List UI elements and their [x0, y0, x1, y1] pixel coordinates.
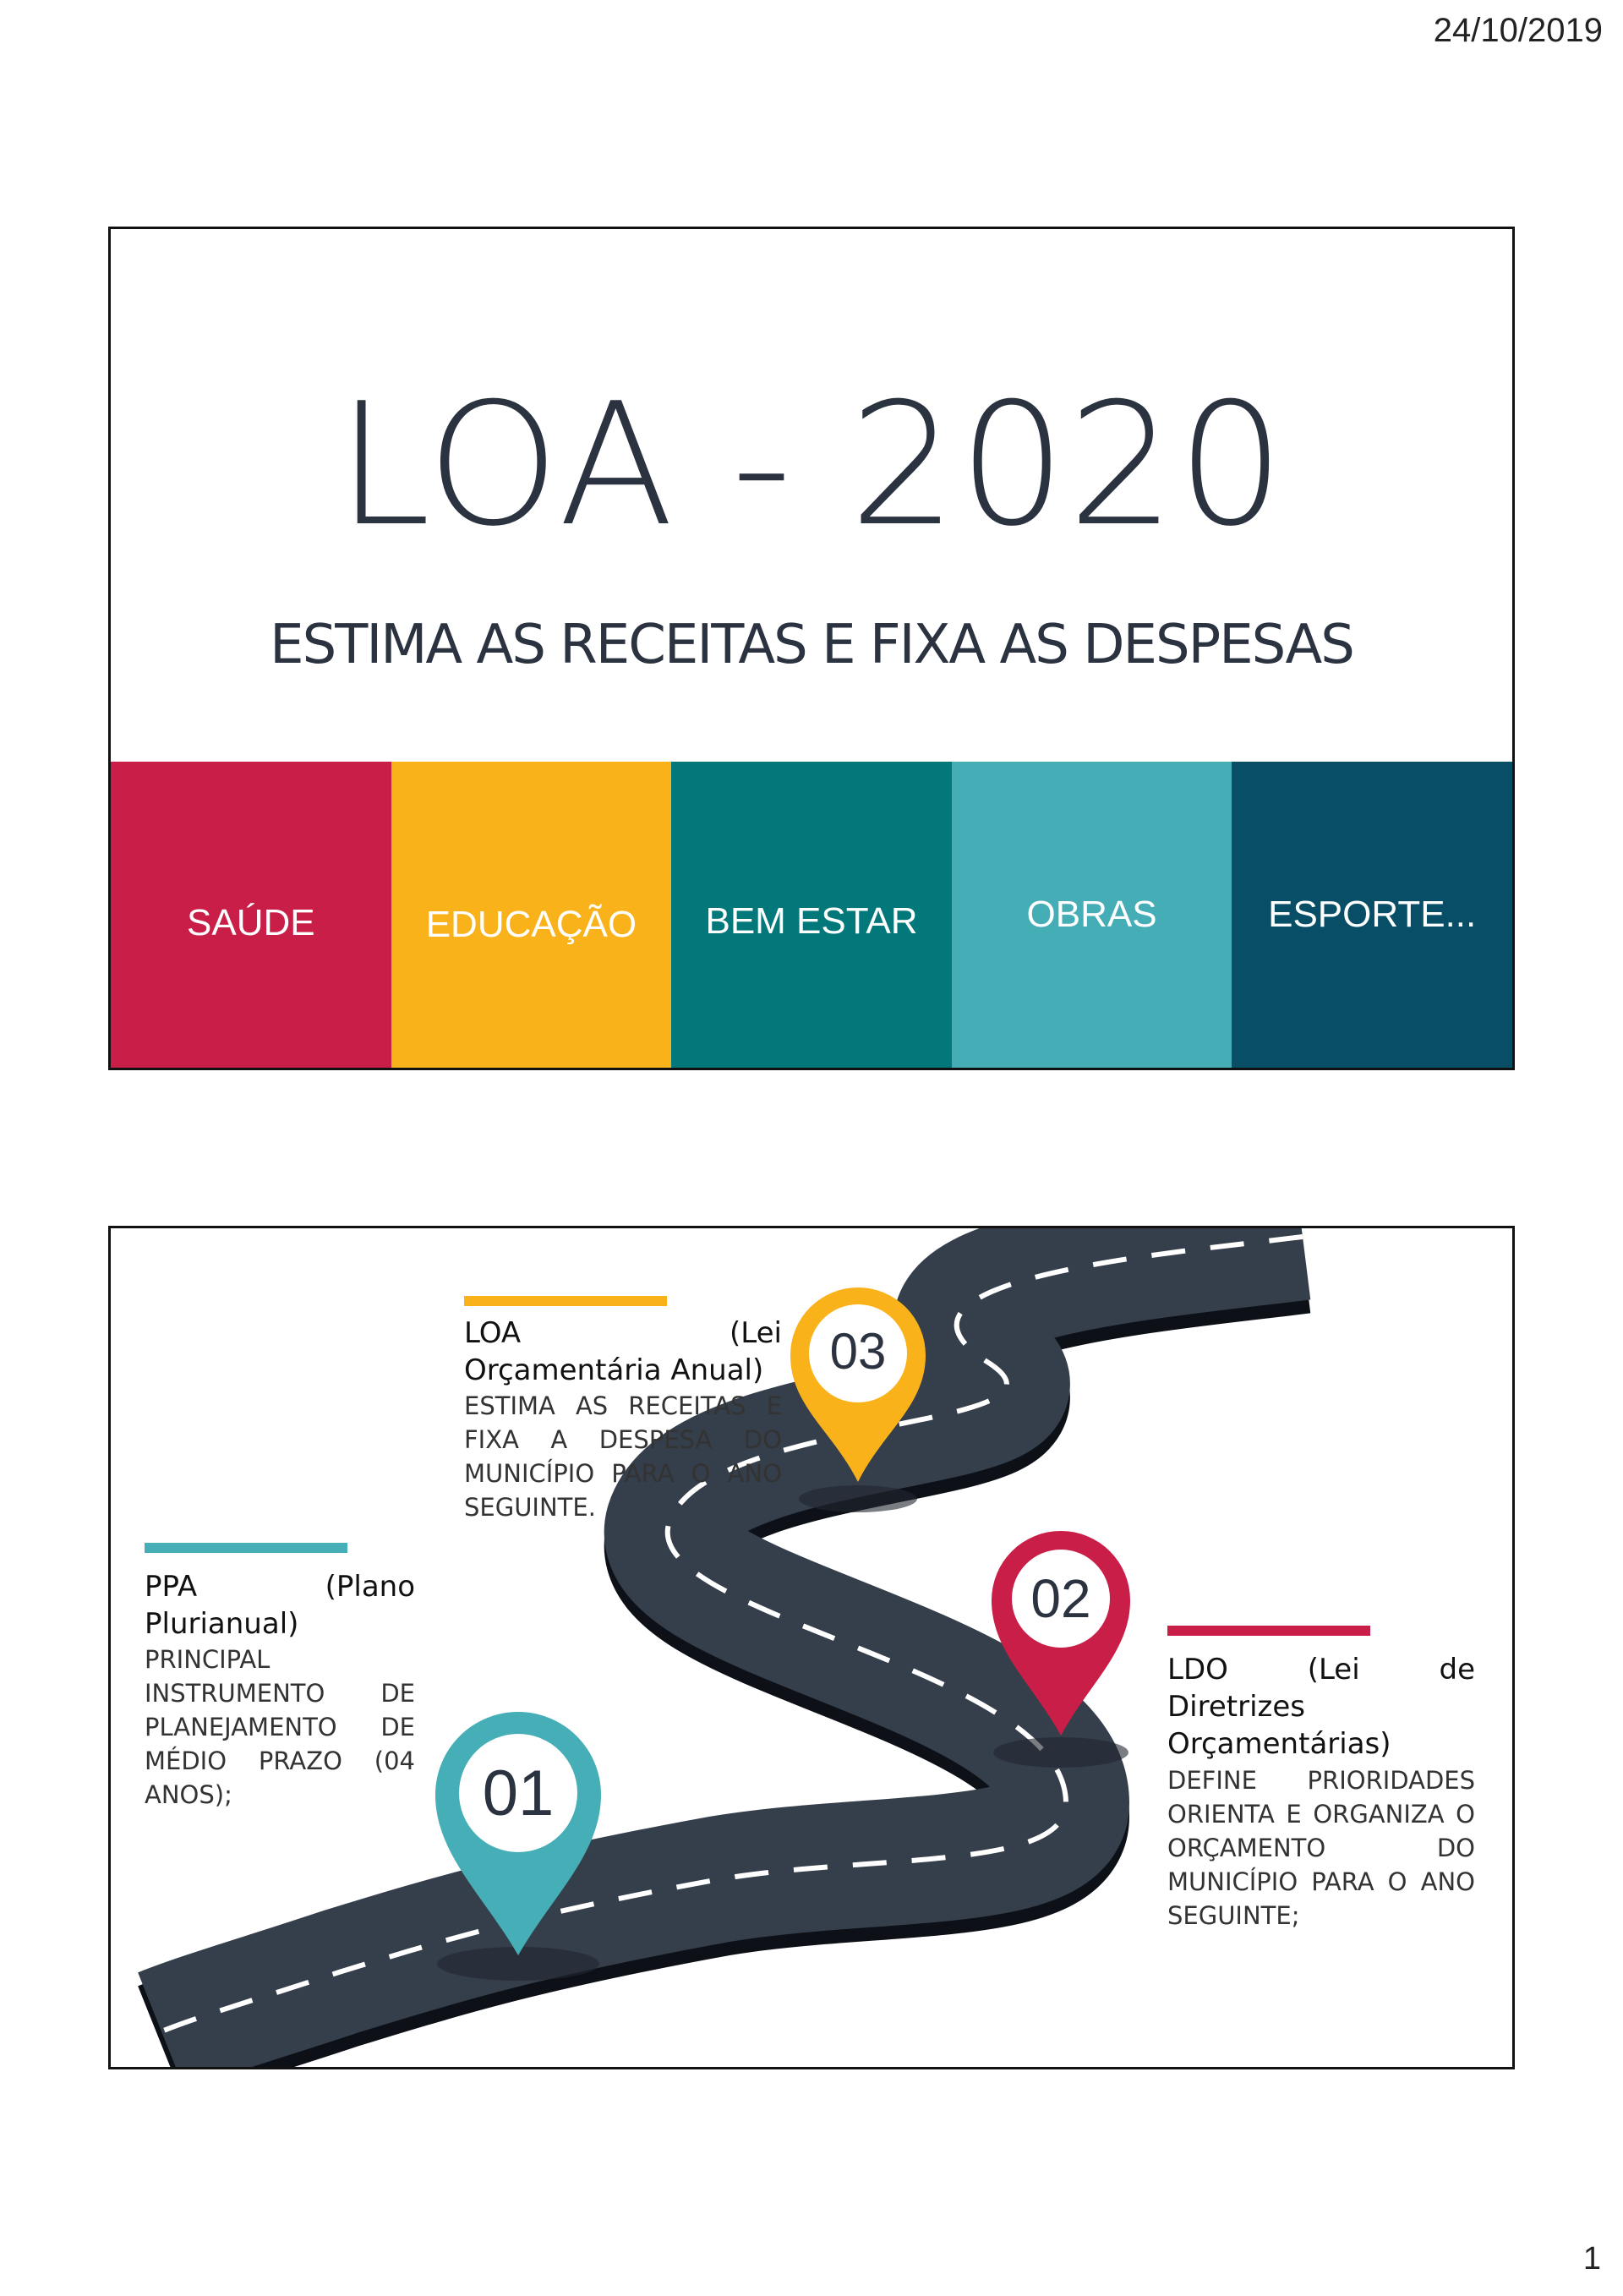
category-bem-estar: [671, 762, 952, 1068]
category-label: EDUCAÇÃO: [425, 904, 637, 945]
step-accent-rule: [145, 1543, 347, 1553]
step-ppa: [145, 1543, 415, 1812]
step-description: ESTIMA AS RECEITAS E FIXA A DESPESA DO MUNICÍPIO PARA O ANO SEGUINTE.: [464, 1391, 782, 1522]
category-esporte: [1232, 762, 1512, 1068]
category-label: OBRAS: [1026, 894, 1157, 935]
step-description: DEFINE PRIORIDADES ORIENTA E ORGANIZA O ORÇAMENTO DO MUNICÍPIO PARA O ANO SEGUINTE;: [1167, 1765, 1475, 1930]
category-label: ESPORTE...: [1268, 894, 1477, 935]
slide-subtitle: ESTIMA AS RECEITAS E FIXA AS DESPESAS: [270, 614, 1353, 676]
pin-shadow: [799, 1485, 917, 1512]
page-number: 1: [1582, 2241, 1601, 2277]
pin-label: 02: [1030, 1568, 1091, 1629]
step-ldo: [1167, 1626, 1475, 1932]
slide-budget-roadmap: [108, 1226, 1515, 2069]
category-saude: [111, 762, 391, 1068]
category-obras: [952, 762, 1232, 1068]
pin-label: 01: [482, 1758, 555, 1829]
slide-loa-title: [108, 227, 1515, 1070]
step-accent-rule: [1167, 1626, 1370, 1636]
category-label: BEM ESTAR: [705, 900, 918, 942]
pin-label: 03: [829, 1323, 887, 1380]
slide-title: LOA - 2020: [336, 367, 1287, 564]
step-title: LOA (Lei Orçamentária Anual): [464, 1316, 782, 1388]
header-date: 24/10/2019: [1433, 12, 1603, 49]
step-accent-rule: [464, 1296, 667, 1306]
category-educacao: [391, 762, 672, 1068]
step-title: PPA (Plano Plurianual): [145, 1570, 415, 1642]
category-bar: [111, 762, 1512, 1068]
step-loa: [464, 1296, 782, 1524]
category-label: SAÚDE: [187, 902, 315, 943]
pin-shadow: [993, 1737, 1128, 1768]
step-description: PRINCIPAL INSTRUMENTO DE PLANEJAMENTO DE MÉDIO PRAZO (04 ANOS);: [145, 1645, 415, 1810]
step-title: LDO (Lei de Diretrizes Orçamentárias): [1167, 1653, 1475, 1762]
